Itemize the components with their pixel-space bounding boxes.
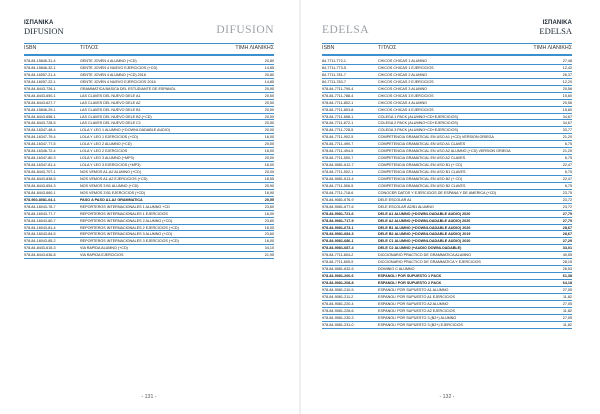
price-cell: 6,75 <box>564 142 572 147</box>
table-row <box>322 176 572 183</box>
title-cell: CHICOS CHICAS 4 ALUMNO <box>378 100 427 105</box>
table-row <box>322 114 572 121</box>
table-row <box>24 176 274 183</box>
title-cell: LOLA Y LEO 1 ALUMNO (+DOWNLOADABLE AUDIO) <box>80 128 170 133</box>
price-cell: 40,55 <box>562 253 572 258</box>
category-label: ΙΣΠΑΝΙΚΑ <box>24 20 54 26</box>
price-cell: 20,50 <box>264 93 274 98</box>
isbn-cell: 978-84-7711-718-6 <box>322 190 354 195</box>
title-cell: COMPETENCIA GRAMATICAL EN USO A2 CLAVES <box>378 156 466 161</box>
price-cell: 34,67 <box>562 114 572 119</box>
table-row <box>24 107 274 114</box>
table-row <box>322 93 572 100</box>
price-cell: 16,00 <box>264 211 274 216</box>
publisher-label: EDELSA <box>539 26 572 36</box>
publisher-title: EDELSA <box>322 24 370 36</box>
isbn-cell: 978-84-8443-627-7 <box>24 100 56 105</box>
isbn-cell: 84-7711-773-5 <box>322 65 346 70</box>
title-cell: REPORTEROS INTERNACIONALES 1 EJERCICIOS <box>80 211 168 216</box>
table-row <box>322 79 572 86</box>
title-cell: CHICOS CHICAS 1 EJERCICIOS <box>378 65 434 70</box>
table-row <box>24 127 274 134</box>
isbn-cell: 978-84-7711-803-8 <box>322 107 354 112</box>
isbn-cell: 978-84-9081-717-9 <box>322 218 354 223</box>
price-cell: 20,00 <box>264 170 274 174</box>
price-cell: 23,60 <box>264 218 274 223</box>
title-cell: DELE ESCOLAR A2/B1 ALUMNO <box>378 204 434 209</box>
title-cell: LOLA Y LEO 3 EJERCICIOS (+MP3) <box>80 163 141 168</box>
isbn-cell: 978-84-7711-788-4 <box>322 93 354 98</box>
price-cell: 18,55 <box>264 176 274 181</box>
isbn-cell: 978-84-15846-31-4 <box>24 59 56 63</box>
isbn-cell: 978-84-9081-687-4 <box>322 246 354 251</box>
isbn-cell: 978-84-16043-77-7 <box>24 211 56 216</box>
table-row <box>24 65 274 72</box>
table-row <box>24 218 274 225</box>
price-cell: 20,50 <box>264 107 274 112</box>
table-row <box>24 79 274 86</box>
title-cell: COMPETENCIA GRAMATICAL EN USO A1 (+CD) VERSION GRIEGA <box>378 135 494 140</box>
title-cell: DELE C2 ALUMNO (+AUDIO DOWNLOADABLE) <box>378 246 462 251</box>
price-cell: 61,38 <box>562 274 572 279</box>
isbn-cell: 978-84-7711-605-9 <box>322 260 354 265</box>
price-cell: 20,00 <box>264 128 274 133</box>
title-cell: DELE ESCOLAR A1 <box>378 197 412 202</box>
table-row <box>24 169 274 176</box>
price-cell: 14,85 <box>264 65 274 70</box>
price-cell: 12,20 <box>562 79 572 84</box>
price-cell: 20,00 <box>264 142 274 147</box>
title-cell: ESPANOL! POR SUPUESTO A2 EJERCICIOS <box>378 308 455 313</box>
price-cell: 16,00 <box>264 163 274 168</box>
table-row <box>322 65 572 72</box>
isbn-cell: 978-84-7711-604-2 <box>322 253 354 258</box>
table-row <box>322 58 572 65</box>
table-row <box>322 315 572 322</box>
column-headers <box>24 44 274 53</box>
isbn-cell: 978-84-7711-494-5 <box>322 149 354 154</box>
isbn-cell: 978-84-8443-728-5 <box>24 121 56 126</box>
isbn-cell: 978-84-9081-684-3 <box>322 232 354 237</box>
isbn-cell: 978-84-7711-502-1 <box>322 170 354 174</box>
isbn-cell: 978-84-16346-72-4 <box>24 149 56 154</box>
title-cell: CHICOS CHICAS 4 EJERCICIOS <box>378 107 434 112</box>
isbn-cell: 978-84-8443-654-3 <box>24 183 56 188</box>
title-cell: REPORTEROS INTERNACIONALES 3 ALUMNO (+CD) <box>80 232 173 237</box>
title-cell: DELE C1 ALUMNO (+DOWNLOADABLE AUDIO) 2020 <box>378 239 471 244</box>
title-cell: COMPETENCIA GRAMATICAL EN USO B1 (+ CD) <box>378 163 463 168</box>
price-cell: 27,29 <box>562 239 572 244</box>
title-cell: DELE B1 ALUMNO (+DOWNLOADABLE AUDIO) 2020 <box>378 225 471 230</box>
isbn-cell: 978-84-8443-726-1 <box>24 86 56 91</box>
title-cell: COMPETENCIA GRAMATICAL EN USO A1 CLAVES <box>378 142 466 147</box>
isbn-cell: 978-960-8081-64-1 <box>24 197 56 202</box>
title-cell: DICCIONARIO PRACTICO DE GRAMMATICA Y EJERCICIOS <box>378 260 481 265</box>
isbn-cell: 978-84-9081-220-4 <box>322 301 354 306</box>
price-cell: 34,67 <box>562 121 572 126</box>
price-cell: 33,01 <box>562 246 572 251</box>
price-cell: 64,18 <box>562 281 572 285</box>
price-cell: 15,60 <box>562 93 572 98</box>
price-cell: 20,80 <box>264 59 274 63</box>
title-cell: LAS CLAVES DEL NUEVO DELE A1 <box>80 93 141 98</box>
isbn-cell: 978-84-7711-506-5 <box>322 183 354 188</box>
table-row <box>322 190 572 197</box>
isbn-cell: 978-84-16043-76-7 <box>24 204 56 209</box>
price-cell: 21,95 <box>264 253 274 258</box>
price-cell: 27,05 <box>562 301 572 306</box>
title-cell: REPORTEROS INTERNACIONALES 1 ALUMNO +CD <box>80 204 170 209</box>
title-cell: NOS VEMOS 3 B1 ALUMNO (+CD) <box>80 183 139 188</box>
table-row <box>322 259 572 266</box>
title-cell: LOLA Y LEO 3 ALUMNO (+MP3) <box>80 156 134 161</box>
title-cell: CHICOS CHICAS 3 ALUMNO <box>378 86 427 91</box>
isbn-cell: 84-7711-781-7 <box>322 72 346 77</box>
price-cell: 11,82 <box>563 322 572 327</box>
table-row <box>322 280 572 287</box>
isbn-cell: 978-84-8443-650-1 <box>24 93 56 98</box>
isbn-cell: 978-84-9081-612-7 <box>322 163 354 168</box>
table-row <box>322 308 572 315</box>
title-cell: VIA RAPIDA ALUMNO (+CD) <box>80 246 128 251</box>
table-row <box>24 238 274 245</box>
table-row <box>322 148 572 155</box>
table-row <box>322 266 572 273</box>
price-cell: 27,05 <box>562 287 572 292</box>
title-cell: COMPETENCIA GRAMATICAL EN USO B1 CLAVES <box>378 170 466 174</box>
table-row <box>24 120 274 127</box>
price-cell: 6,75 <box>564 170 572 174</box>
table-row <box>322 287 572 294</box>
isbn-cell: 978-84-7711-728-5 <box>322 128 354 133</box>
price-cell: 26,37 <box>562 72 572 77</box>
isbn-cell: 978-84-16057-22-1 <box>24 79 56 84</box>
title-cell: DELE B2 ALUMNO (+DOWNLOADABLE AUDIO) 2019 <box>378 232 471 237</box>
column-headers <box>322 44 572 53</box>
title-cell: GENTE JOVEN 4 ALUMNO (+CD) 2016 <box>80 72 146 77</box>
table-row <box>24 225 274 232</box>
isbn-cell: 978-84-9081-676-9 <box>322 197 354 202</box>
table-row <box>322 245 572 252</box>
table-row <box>322 238 572 245</box>
isbn-cell: 978-84-9081-230-3 <box>322 315 354 320</box>
table-row <box>322 211 572 218</box>
title-cell: CHICOS CHICAS 1 ALUMNO <box>378 59 427 63</box>
table-row <box>24 162 274 169</box>
title-cell: LOLA Y LEO 1 EJERCICIOS (+CD) <box>80 135 139 140</box>
price-cell: 6,75 <box>564 183 572 188</box>
title-cell: ESPANOL! POR SUPUESTO A1 ALUMNO <box>378 287 449 292</box>
table-row <box>24 114 274 121</box>
price-cell: 23,60 <box>264 204 274 209</box>
book-list <box>322 58 572 329</box>
isbn-cell: 84-7711-783-7 <box>322 79 346 84</box>
col-price: ΤΙΜΗ ΛΙΑΝΙΚΗΣ <box>533 45 572 51</box>
price-cell: 12,42 <box>562 65 572 70</box>
price-cell: 23,60 <box>264 232 274 237</box>
isbn-cell: 978-84-7711-790-4 <box>322 86 354 91</box>
title-cell: DELE A1 ALUMNO (+DOWNLOADABLE AUDIO) 2020 <box>378 211 471 216</box>
isbn-cell: 978-84-8443-838-5 <box>24 176 56 181</box>
table-row <box>322 134 572 141</box>
title-cell: PASO A PASO A1-A2 GRAMMATICA <box>80 197 143 202</box>
price-cell: 21,20 <box>562 135 572 140</box>
price-cell: 20,56 <box>562 100 572 105</box>
table-row <box>322 72 572 79</box>
title-cell: LAS CLAVES DEL NUEVO DELE B1 <box>80 107 141 112</box>
table-row <box>24 155 274 162</box>
price-cell: 34,10 <box>264 246 274 251</box>
table-row <box>24 197 274 204</box>
page-gutter <box>299 0 301 414</box>
price-cell: 33,77 <box>562 128 572 133</box>
table-row <box>322 100 572 107</box>
table-row <box>322 231 572 238</box>
price-cell: 14,85 <box>264 79 274 84</box>
isbn-cell: 978-84-16043-85-2 <box>24 239 56 244</box>
price-cell: 15,60 <box>562 107 572 112</box>
price-cell: 20,90 <box>264 183 274 188</box>
title-cell: GRAMMATICA BASICA DEL ESTUDIANTE DE ESPANOL <box>80 86 176 91</box>
isbn-cell: 978-84-9081-686-1 <box>322 239 354 244</box>
table-row <box>24 134 274 141</box>
title-cell: GENTE JOVEN 4 NUEVO EJERCICIOS 2016 <box>80 79 156 84</box>
col-isbn: ISBN <box>322 45 335 51</box>
isbn-cell: 978-84-8443-707-1 <box>24 170 56 174</box>
price-cell: 16,00 <box>264 149 274 154</box>
price-cell: 20,50 <box>264 121 274 126</box>
table-row <box>24 58 274 65</box>
column-header-rule <box>322 54 572 56</box>
price-cell: 21,20 <box>562 149 572 154</box>
price-cell: 28,67 <box>562 232 572 237</box>
price-cell: 27,79 <box>562 211 572 216</box>
publisher-label: DIFUSION <box>24 26 64 36</box>
isbn-cell: 978-84-8443-615-3 <box>24 246 56 251</box>
title-cell: ESPANOL! POR SUPUESTO A2 ALUMNO <box>378 301 449 306</box>
isbn-cell: 978-84-7711-902-5 <box>322 135 354 140</box>
table-row <box>24 72 274 79</box>
publisher-title: DIFUSION <box>216 24 274 36</box>
table-row <box>322 322 572 329</box>
isbn-cell: 978-84-9081-226-6 <box>322 308 354 313</box>
title-cell: ESPANOL! POR SUPUESTO 3 (B2+) EJERCICIOS <box>378 322 463 327</box>
price-cell: 20,90 <box>264 86 274 91</box>
isbn-cell: 978-84-7711-490-7 <box>322 142 354 147</box>
title-cell: REPORTEROS INTERNACIONALES 3 EJERCICIOS (+CD) <box>80 239 179 244</box>
isbn-cell: 978-84-16347-81-4 <box>24 163 56 168</box>
table-row <box>24 86 274 93</box>
table-row <box>24 211 274 218</box>
isbn-cell: 978-84-7711-802-1 <box>322 100 354 105</box>
table-row <box>322 86 572 93</box>
isbn-cell: 978-84-9081-210-5 <box>322 287 354 292</box>
title-cell: NOS VEMOS A1-A2 EJERCICIOS (+CD) <box>80 176 148 181</box>
table-row <box>24 183 274 190</box>
isbn-cell: 978-84-7711-698-1 <box>322 114 354 119</box>
title-cell: LAS CLAVES DEL NUEVO DELE B2 (+CD) <box>80 114 152 119</box>
price-cell: 28,67 <box>562 225 572 230</box>
isbn-cell: 978-84-9081-677-6 <box>322 204 354 209</box>
table-row <box>322 197 572 204</box>
isbn-cell: 978-84-7711-500-7 <box>322 156 354 161</box>
table-row <box>322 273 572 280</box>
price-cell: 23,72 <box>562 204 572 209</box>
col-price: ΤΙΜΗ ΛΙΑΝΙΚΗΣ <box>235 45 274 51</box>
title-cell: CHICOS CHICAS 2 EJERCICIOS <box>378 79 434 84</box>
title-cell: LOLA Y LEO 2 ALUMNO (+CD) <box>80 142 132 147</box>
col-title: ΤΙΤΛΟΣ <box>378 45 397 51</box>
isbn-cell: 978-84-7711-672-1 <box>322 121 354 126</box>
title-cell: GENTE JOVEN 4 ALUMNO (+CD) <box>80 59 137 63</box>
price-cell: 23,75 <box>562 190 572 195</box>
table-row <box>24 204 274 211</box>
title-cell: LAS CLAVES DEL NUEVO DELE C1 <box>80 121 141 126</box>
page-number: - 132 - <box>439 394 455 400</box>
column-header-rule <box>24 54 274 56</box>
title-cell: DOMINIO C ALUMNO <box>378 267 415 272</box>
title-cell: CHICOS CHICAS 2 ALUMNO <box>378 72 427 77</box>
price-cell: 22,47 <box>562 163 572 168</box>
isbn-cell: 978-84-9081-721-6 <box>322 211 354 216</box>
page-number: - 131 - <box>141 394 157 400</box>
price-cell: 27,48 <box>562 59 572 63</box>
table-row <box>322 120 572 127</box>
title-cell: LAS CLAVES DEL NUEVO DELE A2 <box>80 100 141 105</box>
title-cell: COLEGA 1 PACK (ALUMNO+CD+EJERCICIOS) <box>378 114 459 119</box>
price-cell: 20,00 <box>264 156 274 161</box>
isbn-cell: 84-7711-772-1 <box>322 59 346 63</box>
price-cell: 6,75 <box>564 156 572 161</box>
table-row <box>322 294 572 301</box>
price-cell: 16,00 <box>264 135 274 140</box>
table-row <box>24 148 274 155</box>
table-row <box>322 183 572 190</box>
title-cell: NOS VEMOS 3 B1 EJERCICIOS (+CD) <box>80 190 146 195</box>
table-row <box>24 100 274 107</box>
price-cell: 16,00 <box>264 239 274 244</box>
col-title: ΤΙΤΛΟΣ <box>80 45 99 51</box>
price-cell: 20,80 <box>264 72 274 77</box>
catalog-page-left <box>24 0 274 414</box>
isbn-cell: 978-84-16057-21-4 <box>24 72 56 77</box>
isbn-cell: 978-84-9081-208-8 <box>322 281 354 285</box>
isbn-cell: 978-84-16043-84-5 <box>24 232 56 237</box>
page-header <box>322 20 572 44</box>
title-cell: COMPETENCIA GRAMATICAL EN USO B2 CLAVES <box>378 183 466 188</box>
table-row <box>322 225 572 232</box>
isbn-cell: 978-84-16347-77-5 <box>24 142 56 147</box>
book-list <box>24 58 274 259</box>
table-row <box>322 252 572 259</box>
table-row <box>322 204 572 211</box>
table-row <box>322 301 572 308</box>
title-cell: COLEGA 2 PACK (ALUMNO+CD+EJERCICIOS) <box>378 121 459 126</box>
title-cell: VIA RAPIDA EJERCICIOS <box>80 253 124 258</box>
isbn-cell: 978-84-15846-29-1 <box>24 107 56 112</box>
table-row <box>24 190 274 197</box>
table-row <box>322 107 572 114</box>
page-header <box>24 20 274 44</box>
table-row <box>24 93 274 100</box>
title-cell: LOLA Y LEO 2 EJERCICIOS <box>80 149 128 154</box>
title-cell: DICCIONARIO PRACTICO DE GRAMMATICA ALUMNO <box>378 253 471 258</box>
table-row <box>322 218 572 225</box>
title-cell: COLEGA 3 PACK (ALUMNO+CD+EJERCICIOS) <box>378 128 459 133</box>
catalog-page-right <box>322 0 572 414</box>
table-row <box>24 231 274 238</box>
table-row <box>322 155 572 162</box>
title-cell: REPORTEROS INTERNACIONALES 2 EJERCICIOS (+CD) <box>80 225 179 230</box>
table-row <box>322 169 572 176</box>
title-cell: ESPANOL! POR SUPUESTO 1 PACK <box>378 274 442 279</box>
isbn-cell: 978-84-16347-48-4 <box>24 128 56 133</box>
title-cell: NOS VEMOS A1-A2 ALUMNO (+CD) <box>80 170 141 174</box>
price-cell: 16,90 <box>264 190 274 195</box>
price-cell: 16,00 <box>264 225 274 230</box>
isbn-cell: 978-84-9081-211-2 <box>322 294 354 299</box>
isbn-cell: 978-84-8443-660-1 <box>24 190 56 195</box>
price-cell: 27,79 <box>562 218 572 223</box>
title-cell: GENTE JOVEN 4 NUEVO EJERCICIOS (+CD) <box>80 65 158 70</box>
price-cell: 20,55 <box>264 197 274 202</box>
price-cell: 22,47 <box>562 176 572 181</box>
table-row <box>24 252 274 259</box>
col-isbn: ISBN <box>24 45 37 51</box>
isbn-cell: 978-84-9081-613-4 <box>322 176 354 181</box>
title-cell: ESPANOL! POR SUPUESTO A1 EJERCICIOS <box>378 294 455 299</box>
price-cell: 20,50 <box>264 100 274 105</box>
table-row <box>322 127 572 134</box>
table-row <box>24 245 274 252</box>
title-cell: DELE A2 ALUMNO (+DOWNLOADABLE AUDIO) 2020 <box>378 218 471 223</box>
isbn-cell: 978-84-16043-80-7 <box>24 218 56 223</box>
title-cell: CONOCER DATOS Y EJERCICIOS DE ESPANA Y DE AMERICA (+CD) <box>378 190 497 195</box>
title-cell: REPORTEROS INTERNACIONALES 2 ALUMNO (+CD) <box>80 218 173 223</box>
title-cell: ESPANOL! POR SUPUESTO 2 PACK <box>378 281 442 285</box>
isbn-cell: 978-84-16347-79-4 <box>24 135 56 140</box>
title-cell: ESPANOL! POR SUPUESTO 3 (B2+) ALUMNO <box>378 315 457 320</box>
isbn-cell: 978-84-9081-632-5 <box>322 267 354 272</box>
price-cell: 23,72 <box>562 197 572 202</box>
title-cell: COMPETENCIA GRAMATICAL EN USO B2 (+ CD) <box>378 176 463 181</box>
table-row <box>322 162 572 169</box>
category-label: ΙΣΠΑΝΙΚΑ <box>542 20 572 26</box>
price-cell: 11,82 <box>563 308 572 313</box>
isbn-cell: 978-84-9081-673-1 <box>322 225 354 230</box>
isbn-cell: 978-84-9081-200-6 <box>322 274 354 279</box>
price-cell: 27,05 <box>562 315 572 320</box>
table-row <box>322 141 572 148</box>
title-cell: CHICOS CHICAS 3 EJERCICIOS <box>378 93 434 98</box>
isbn-cell: 978-84-16347-80-3 <box>24 156 56 161</box>
isbn-cell: 978-84-9081-231-0 <box>322 322 354 327</box>
price-cell: 20,56 <box>562 86 572 91</box>
price-cell: 26,53 <box>562 267 572 272</box>
isbn-cell: 978-84-8443-636-8 <box>24 253 56 258</box>
isbn-cell: 978-84-8443-658-1 <box>24 114 56 119</box>
price-cell: 11,82 <box>563 294 572 299</box>
isbn-cell: 978-84-16043-81-4 <box>24 225 56 230</box>
isbn-cell: 978-84-15846-32-1 <box>24 65 56 70</box>
title-cell: COMPETENCIA GRAMATICAL EN USO A2 ALUMNO (+CD) VERSION GRIEGA <box>378 149 511 154</box>
table-row <box>24 141 274 148</box>
price-cell: 20,50 <box>264 114 274 119</box>
price-cell: 28,15 <box>562 260 572 265</box>
